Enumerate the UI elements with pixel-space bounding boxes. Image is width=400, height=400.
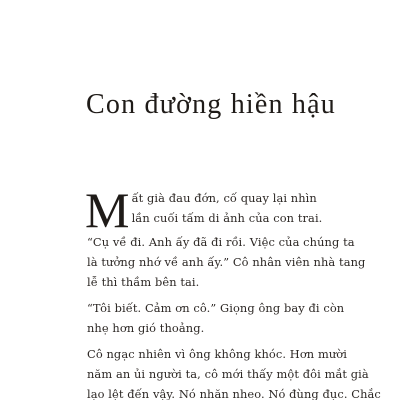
- paragraph-2: [87, 232, 366, 292]
- paragraph-4: [87, 344, 381, 400]
- text-line: năm an ủi người ta, cô mới thấy một đôi mắt già: [87, 367, 369, 381]
- text-line: lễ thì thầm bên tai.: [87, 275, 200, 289]
- paragraph-3: [87, 298, 343, 338]
- body-text: [85, 182, 381, 400]
- text-line: lạo lệt đến vậy. Nó nhăn nheo. Nó đùng đục. Chắc: [87, 387, 381, 400]
- text-line: nhẹ hơn gió thoảng.: [87, 321, 205, 335]
- text-line: là tưởng nhớ về anh ấy.” Cô nhân viên nhà tang: [87, 255, 366, 269]
- text-line: “Cụ về đi. Anh ấy đã đi rồi. Việc của chúng ta: [87, 235, 355, 249]
- paragraph-1: [85, 182, 343, 238]
- text-line: Cô ngạc nhiên vì ông không khóc. Hơn mười: [87, 347, 347, 361]
- text-line: lần cuối tấm di ảnh của con trai.: [131, 211, 323, 225]
- chapter-title: Con đường hiền hậu: [86, 89, 336, 120]
- text-line: “Tôi biết. Cảm ơn cô.” Giọng ông bay đi còn: [87, 301, 345, 315]
- drop-cap: M: [85, 182, 130, 238]
- text-line: ất già đau đớn, cố quay lại nhìn: [131, 191, 317, 205]
